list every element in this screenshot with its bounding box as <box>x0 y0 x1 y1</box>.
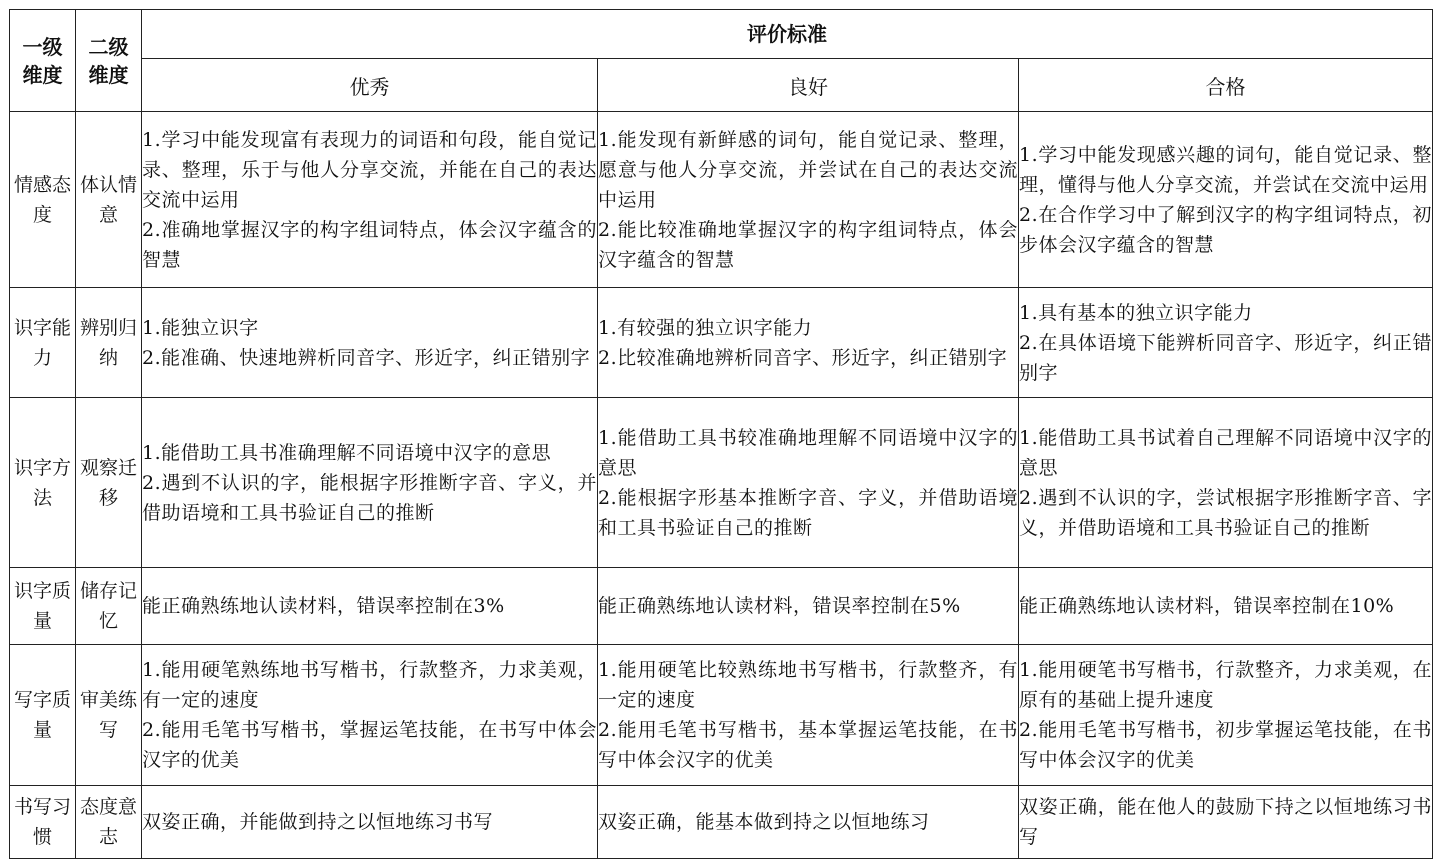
level1-cell: 写字质量 <box>10 645 76 786</box>
criteria-cell-good: 能正确熟练地认读材料，错误率控制在5% <box>598 568 1019 645</box>
criteria-cell-excellent: 1.能独立识字 2.能准确、快速地辨析同音字、形近字，纠正错别字 <box>142 288 598 398</box>
table-row <box>10 786 1433 859</box>
level2-cell: 储存记忆 <box>76 568 142 645</box>
criteria-cell-good: 1.有较强的独立识字能力 2.比较准确地辨析同音字、形近字，纠正错别字 <box>598 288 1019 398</box>
level2-cell: 体认情意 <box>76 112 142 288</box>
criteria-cell-excellent: 双姿正确，并能做到持之以恒地练习书写 <box>142 786 598 859</box>
grade-excellent: 优秀 <box>142 59 598 112</box>
criteria-cell-good: 双姿正确，能基本做到持之以恒地练习 <box>598 786 1019 859</box>
criteria-cell-pass: 1.学习中能发现感兴趣的词句，能自觉记录、整理，懂得与他人分享交流，并尝试在交流中运用 2.在合作学习中了解到汉字的构字组词特点，初步体会汉字蕴含的智慧 <box>1019 112 1433 288</box>
header-row-grades <box>10 59 1433 112</box>
level2-cell: 观察迁移 <box>76 398 142 568</box>
level2-cell: 审美练写 <box>76 645 142 786</box>
level1-cell: 识字质量 <box>10 568 76 645</box>
criteria-cell-pass: 1.能借助工具书试着自己理解不同语境中汉字的意思 2.遇到不认识的字，尝试根据字形推断字音、字义，并借助语境和工具书验证自己的推断 <box>1019 398 1433 568</box>
level1-cell: 情感态度 <box>10 112 76 288</box>
level2-cell: 态度意志 <box>76 786 142 859</box>
criteria-cell-pass: 能正确熟练地认读材料，错误率控制在10% <box>1019 568 1433 645</box>
level1-cell: 书写习惯 <box>10 786 76 859</box>
table-row <box>10 645 1433 786</box>
criteria-cell-pass: 1.能用硬笔书写楷书，行款整齐，力求美观，在原有的基础上提升速度 2.能用毛笔书写楷书，初步掌握运笔技能，在书写中体会汉字的优美 <box>1019 645 1433 786</box>
table-row <box>10 288 1433 398</box>
criteria-cell-excellent: 1.能借助工具书准确理解不同语境中汉字的意思 2.遇到不认识的字，能根据字形推断字音、字义，并借助语境和工具书验证自己的推断 <box>142 398 598 568</box>
table-row <box>10 112 1433 288</box>
criteria-cell-pass: 1.具有基本的独立识字能力 2.在具体语境下能辨析同音字、形近字，纠正错别字 <box>1019 288 1433 398</box>
table-row <box>10 568 1433 645</box>
header-row-top <box>10 10 1433 59</box>
table-row <box>10 398 1433 568</box>
level1-cell: 识字能力 <box>10 288 76 398</box>
criteria-cell-good: 1.能借助工具书较准确地理解不同语境中汉字的意思 2.能根据字形基本推断字音、字义，并借助语境和工具书验证自己的推断 <box>598 398 1019 568</box>
header-level1: 一级维度 <box>10 10 76 112</box>
criteria-cell-good: 1.能用硬笔比较熟练地书写楷书，行款整齐，有一定的速度 2.能用毛笔书写楷书，基本掌握运笔技能，在书写中体会汉字的优美 <box>598 645 1019 786</box>
grade-pass: 合格 <box>1019 59 1433 112</box>
criteria-cell-excellent: 1.能用硬笔熟练地书写楷书，行款整齐，力求美观，有一定的速度 2.能用毛笔书写楷书，掌握运笔技能，在书写中体会汉字的优美 <box>142 645 598 786</box>
evaluation-rubric-table <box>9 9 1433 859</box>
header-criteria: 评价标准 <box>142 10 1433 59</box>
level1-cell: 识字方法 <box>10 398 76 568</box>
criteria-cell-good: 1.能发现有新鲜感的词句，能自觉记录、整理，愿意与他人分享交流，并尝试在自己的表达交流中运用 2.能比较准确地掌握汉字的构字组词特点，体会汉字蕴含的智慧 <box>598 112 1019 288</box>
criteria-cell-excellent: 1.学习中能发现富有表现力的词语和句段，能自觉记录、整理，乐于与他人分享交流，并能在自己的表达交流中运用 2.准确地掌握汉字的构字组词特点，体会汉字蕴含的智慧 <box>142 112 598 288</box>
level2-cell: 辨别归纳 <box>76 288 142 398</box>
header-level2: 二级维度 <box>76 10 142 112</box>
criteria-cell-pass: 双姿正确，能在他人的鼓励下持之以恒地练习书写 <box>1019 786 1433 859</box>
grade-good: 良好 <box>598 59 1019 112</box>
criteria-cell-excellent: 能正确熟练地认读材料，错误率控制在3% <box>142 568 598 645</box>
